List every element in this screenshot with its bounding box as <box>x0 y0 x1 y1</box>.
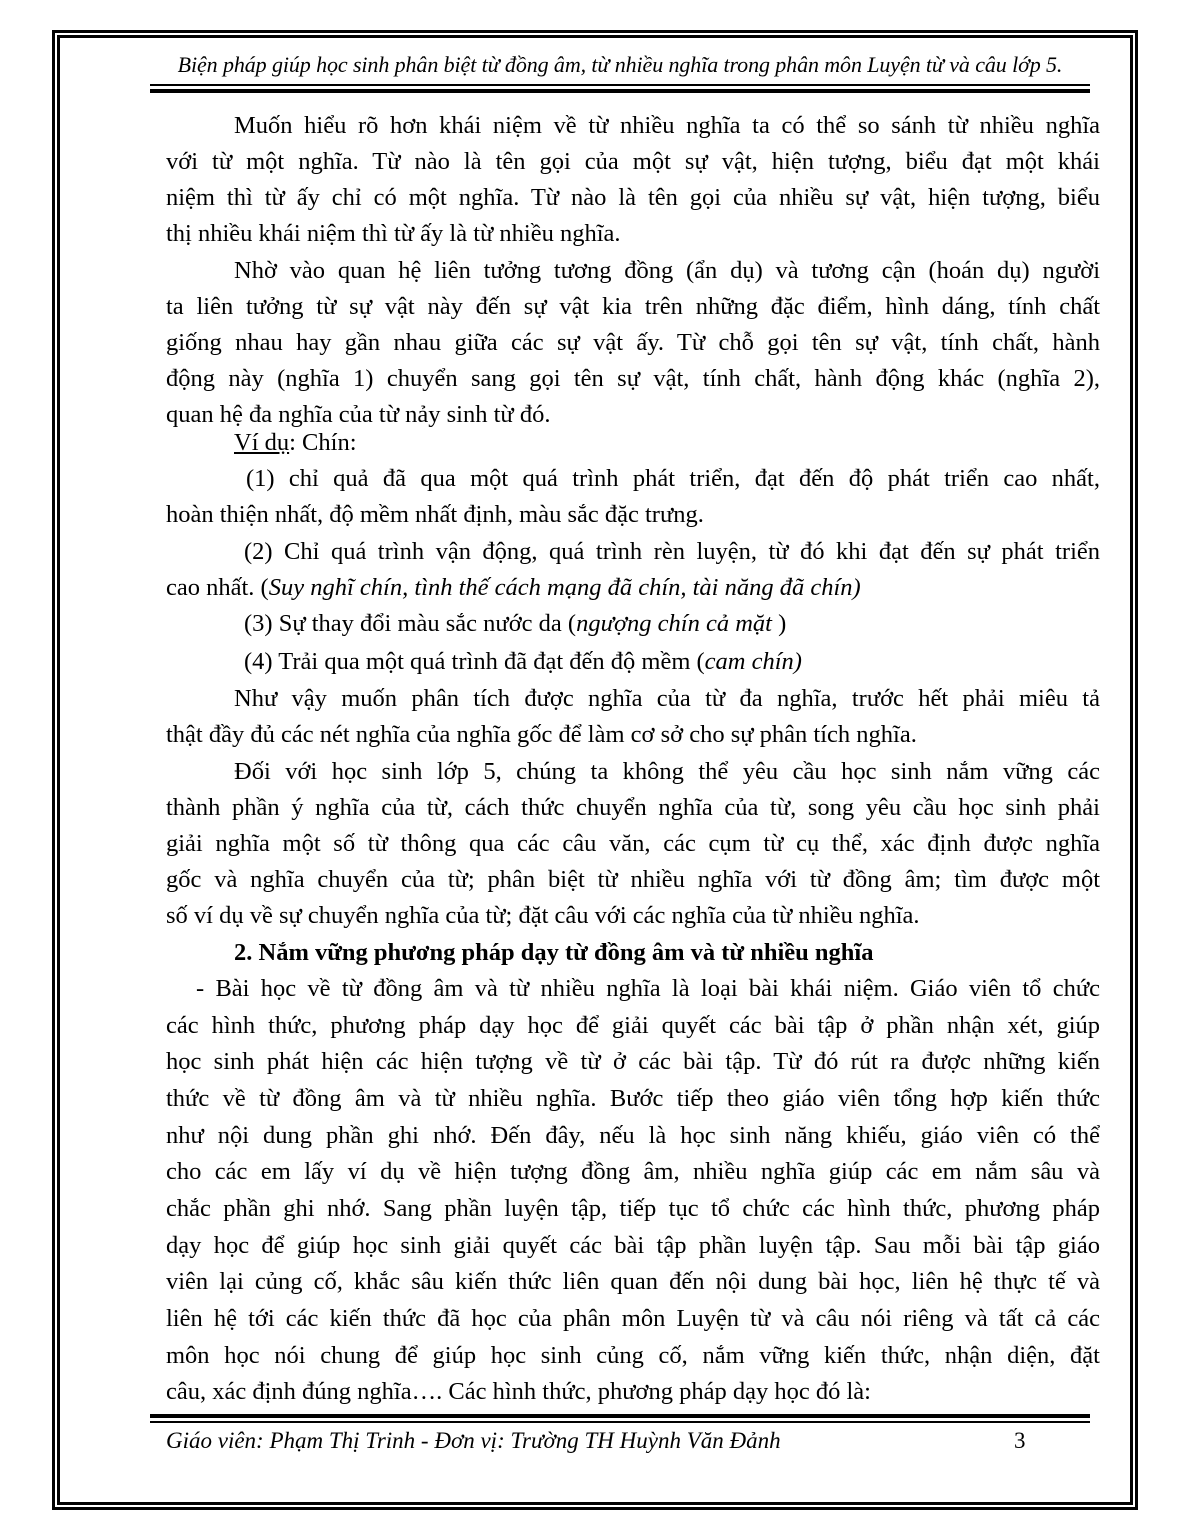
meaning-example: ngượng chín cả mặt <box>576 610 772 637</box>
paragraph-line: quan hệ đa nghĩa của từ nảy sinh từ đó. <box>166 401 551 428</box>
paragraph-line: niệm thì từ ấy chỉ có một nghĩa. Từ nào là tên gọi của nhiều sự vật, hiện tượng, biểu <box>166 184 1100 211</box>
meaning-2-line-2 <box>166 572 1100 604</box>
paragraph-line: với từ một nghĩa. Từ nào là tên gọi của một sự vật, hiện tượng, biểu đạt một khái <box>166 148 1100 175</box>
paragraph-line: học sinh phát hiện các hiện tượng về từ ở các bài tập. Từ đó rút ra được những kiến <box>166 1048 1100 1075</box>
paragraph-line: các hình thức, phương pháp dạy học để giải quyết các bài tập ở phần nhận xét, giúp <box>166 1012 1100 1039</box>
example-line <box>234 427 1100 459</box>
paragraph-line: Như vậy muốn phân tích được nghĩa của từ đa nghĩa, trước hết phải miêu tả <box>234 685 1100 712</box>
page-number: 3 <box>1014 1428 1026 1453</box>
header-rule-thin <box>150 84 1090 86</box>
paragraph-line: Đối với học sinh lớp 5, chúng ta không thể yêu cầu học sinh nắm vững các <box>234 758 1100 785</box>
section-heading: 2. Nắm vững phương pháp dạy từ đồng âm và từ nhiều nghĩa <box>234 939 874 966</box>
paragraph-line: Muốn hiểu rõ hơn khái niệm về từ nhiều nghĩa ta có thể so sánh từ nhiều nghĩa <box>234 112 1100 139</box>
example-word: : Chín: <box>289 429 357 456</box>
paragraph-line: - Bài học về từ đồng âm và từ nhiều nghĩa là loại bài khái niệm. Giáo viên tổ chức <box>196 975 1100 1002</box>
running-header: Biện pháp giúp học sinh phân biệt từ đồng âm, từ nhiều nghĩa trong phân môn Luyện từ và câu lớp 5. <box>177 52 1063 77</box>
paragraph-line: môn học nói chung để giúp học sinh củng cố, nắm vững kiến thức, nhận diện, đặt <box>166 1342 1100 1369</box>
paragraph-line: gốc và nghĩa chuyển của từ; phân biệt từ nhiều nghĩa với từ đồng âm; tìm được một <box>166 866 1100 893</box>
paragraph-line: dạy học để giúp học sinh giải quyết các bài tập phần luyện tập. Sau mỗi bài tập giáo <box>166 1232 1100 1259</box>
footer-author: Giáo viên: Phạm Thị Trinh - Đơn vị: Trường TH Huỳnh Văn Đảnh <box>166 1428 781 1453</box>
meaning-1-line-1: (1) chỉ quả đã qua một quá trình phát triển, đạt đến độ phát triển cao nhất, <box>246 465 1100 492</box>
header-rule-thick <box>150 89 1090 93</box>
meaning-4 <box>244 646 1100 678</box>
paragraph-line: thật đầy đủ các nét nghĩa của nghĩa gốc để làm cơ sở cho sự phân tích nghĩa. <box>166 721 917 748</box>
paragraph-line: cho các em lấy ví dụ về hiện tượng đồng âm, nhiều nghĩa giúp các em nắm sâu và <box>166 1158 1100 1185</box>
footer-rule-thin <box>150 1421 1090 1423</box>
meaning-text: (4) Trải qua một quá trình đã đạt đến độ mềm ( <box>244 648 705 675</box>
footer-rule-thick <box>150 1414 1090 1418</box>
example-label: Ví dụ <box>234 429 290 456</box>
paragraph-line: số ví dụ về sự chuyển nghĩa của từ; đặt câu với các nghĩa của từ nhiều nghĩa. <box>166 902 920 929</box>
paragraph-line: thị nhiều khái niệm thì từ ấy là từ nhiều nghĩa. <box>166 220 621 247</box>
paragraph-line: Nhờ vào quan hệ liên tưởng tương đồng (ẩn dụ) và tương cận (hoán dụ) người <box>234 257 1100 284</box>
paragraph-line: thức về từ đồng âm và từ nhiều nghĩa. Bước tiếp theo giáo viên tổng hợp kiến thức <box>166 1085 1100 1112</box>
paragraph-line: động này (nghĩa 1) chuyển sang gọi tên sự vật, tính chất, hành động khác (nghĩa 2), <box>166 365 1100 392</box>
paragraph-line: liên hệ tới các kiến thức đã học của phân môn Luyện từ và câu nói riêng và tất cả các <box>166 1305 1100 1332</box>
paragraph-line: giống nhau hay gần nhau giữa các sự vật ấy. Từ chỗ gọi tên sự vật, tính chất, hành <box>166 329 1100 356</box>
paragraph-line: viên lại củng cố, khắc sâu kiến thức liên quan đến nội dung bài học, liên hệ thực tế và <box>166 1268 1100 1295</box>
meaning-text: ) <box>771 610 787 637</box>
paragraph-line: ta liên tưởng từ sự vật này đến sự vật kia trên những đặc điểm, hình dáng, tính chất <box>166 293 1100 320</box>
meaning-example: cam chín) <box>704 648 802 675</box>
paragraph-line: giải nghĩa một số từ thông qua các câu văn, các cụm từ cụ thể, xác định được nghĩa <box>166 830 1100 857</box>
meaning-text: (3) Sự thay đổi màu sắc nước da ( <box>244 610 577 637</box>
paragraph-line: thành phần ý nghĩa của từ, cách thức chuyển nghĩa của từ, song yêu cầu học sinh phải <box>166 794 1100 821</box>
meaning-example: Suy nghĩ chín, tình thế cách mạng đã chín, tài năng đã chín) <box>268 574 861 601</box>
paragraph-line: câu, xác định đúng nghĩa…. Các hình thức, phương pháp dạy học đó là: <box>166 1378 871 1405</box>
meaning-2-line-1: (2) Chỉ quá trình vận động, quá trình rèn luyện, từ đó khi đạt đến sự phát triển <box>244 538 1100 565</box>
meaning-1-line-2: hoàn thiện nhất, độ mềm nhất định, màu sắc đặc trưng. <box>166 501 704 528</box>
meaning-text: cao nhất. ( <box>166 574 269 601</box>
meaning-3 <box>244 608 1100 640</box>
paragraph-line: chắc phần ghi nhớ. Sang phần luyện tập, tiếp tục tổ chức các hình thức, phương pháp <box>166 1195 1100 1222</box>
paragraph-line: như nội dung phần ghi nhớ. Đến đây, nếu là học sinh năng khiếu, giáo viên có thể <box>166 1122 1100 1149</box>
